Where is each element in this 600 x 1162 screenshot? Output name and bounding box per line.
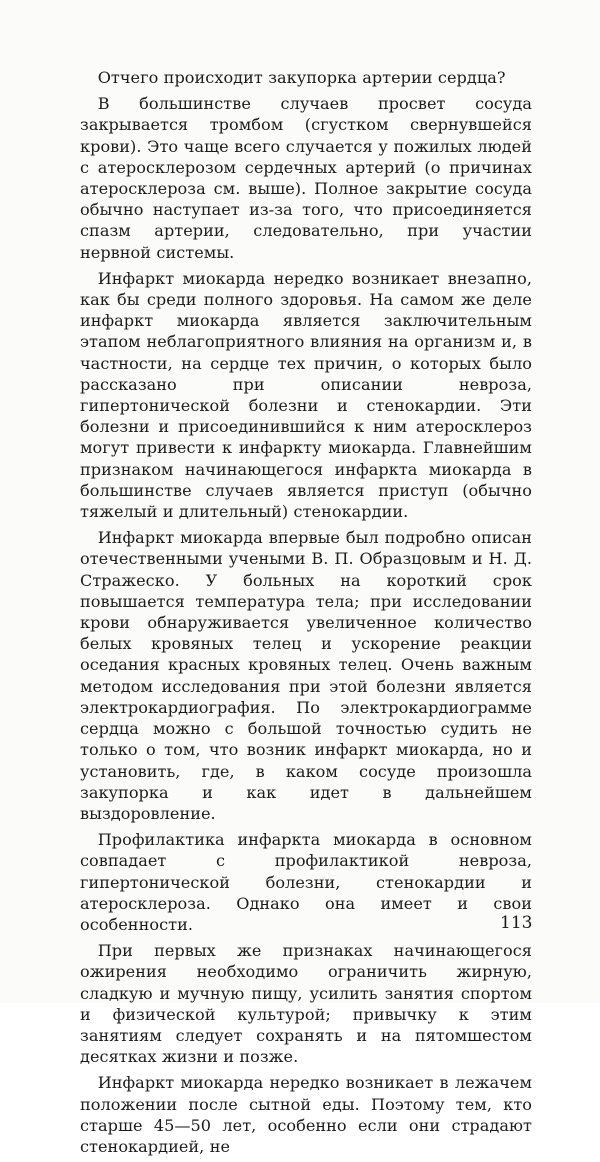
paragraph-prophylaxis: Профилактика инфаркта миокарда в основном совпадает с профилактикой невроза, гипертонической болезни, стенокардии и атеросклероза. Однако она имеет и свои особенности. [80,830,532,934]
body-text [80,67,532,1162]
paragraph-question: Отчего происходит закупорка артерии сердца? [97,68,506,87]
paragraph-obesity: При первых же признаках начинающегося ожирения необходимо ограничить жирную, сладкую и мучную пищу, усилить занятия спортом и физической культурой; привычку к этим занятиям следует сохранять и на пятомшестом десятках жизни и позже. [80,941,532,1067]
paragraph-after-meal: Инфаркт миокарда нередко возникает в лежачем положении после сытной еды. Поэтому тем, кто старше 45—50 лет, особенно если они страдают стенокардией, не [80,1073,532,1156]
paragraph-diagnosis: Инфаркт миокарда впервые был подробно описан отечественными учеными В. П. Образцовым и Н. Д. Стражеско. У больных на короткий срок повышается температура тела; при исследовании крови обнаруживается увеличенное количество белых кровяных телец и ускорение реакции оседания красных кровяных телец. Очень важным методом исследования при этой болезни является электрокардиография. По электрокардиограмме сердца можно с большой точностью судить не только о том, что возник инфаркт миокарда, но и установить, где, в каком сосуде произошла закупорка и как идет в дальнейшем выздоровление. [80,528,532,823]
page-number: 113 [500,913,533,933]
paragraph-infarction-onset: Инфаркт миокарда нередко возникает внезапно, как бы среди полного здоровья. На самом же деле инфаркт миокарда является заключительным этапом неблагоприятного влияния на организм и, в частности, на сердце тех причин, о которых было рассказано при описании невроза, гипертонической болезни и стенокардии. Эти болезни и присоединившийся к ним атеросклероз могут привести к инфаркту миокарда. Главнейшим признаком начинающегося инфаркта миокарда в большинстве случаев является приступ (обычно тяжелый и длительный) стенокардии. [80,268,532,522]
paragraph-thrombosis: В большинстве случаев просвет сосуда закрывается тромбом (сгустком свернувшейся крови). Это чаще всего случается у пожилых людей с атеросклерозом сердечных артерий (о причинах атеросклероза см. выше). Полное закрытие сосуда обычно наступает из-за того, что присоединяется спазм артерии, следовательно, при участии нервной системы. [80,94,532,262]
